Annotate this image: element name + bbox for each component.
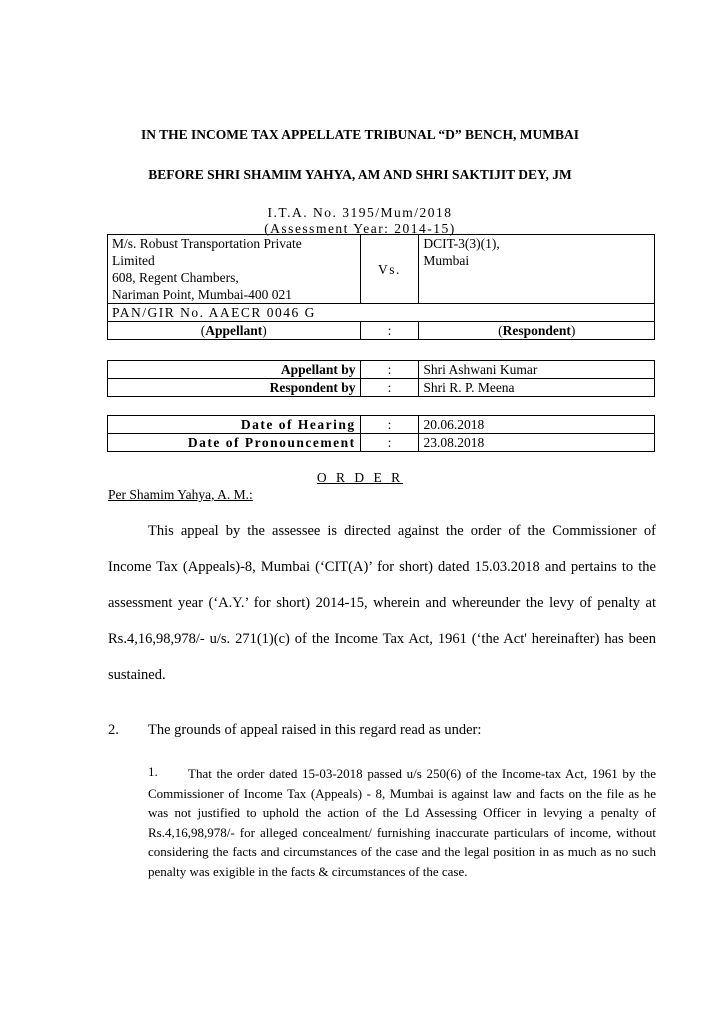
order-title: O R D E R xyxy=(316,470,404,485)
representation-row xyxy=(108,379,655,397)
date-sep: : xyxy=(360,416,419,434)
appellant-line: Limited xyxy=(112,253,155,268)
date-label: Date of Hearing xyxy=(108,416,361,434)
order-paragraph-1: This appeal by the assessee is directed against the order of the Commissioner of Income Tax (Appeals)-8, Mumbai (‘CIT(A)’ for short) dated 15.03.2018 and pertains to the assessment year (‘A.Y.’ for short) 2014-15, wherein and whereunder the levy of penalty at Rs.4,16,98,978/- u/s. 271(1)(c) of the Income Tax Act, 1961 (‘the Act' hereinafter) has been sustained. xyxy=(108,523,656,683)
date-row xyxy=(108,416,655,434)
dates-table xyxy=(107,415,655,452)
representation-value: Shri Ashwani Kumar xyxy=(419,361,655,379)
per-author: Per Shamim Yahya, A. M.: xyxy=(108,487,253,502)
representation-label: Respondent by xyxy=(108,379,361,397)
ita-number: I.T.A. No. 3195/Mum/2018 xyxy=(267,205,453,220)
ground-of-appeal-1: That the order dated 15-03-2018 passed u/s 250(6) of the Income-tax Act, 1961 by the Commissioner of Income Tax (Appeals) - 8, Mumbai is against law and facts on the file as he was not justified to uphold the action of the Ld Assessing Officer in levying a penalty of Rs.4,16,98,978/- for alleged concealment/ furnishing inaccurate particulars of income, without considering the facts and circumstances of the case and the legal position in as much as no such penalty was exigible in the facts & circumstances of the case. xyxy=(148,766,656,879)
ground-number: 1. xyxy=(148,764,158,779)
date-row xyxy=(108,434,655,452)
representation-row xyxy=(108,361,655,379)
appellant-line: M/s. Robust Transportation Private xyxy=(112,236,302,251)
pan-row xyxy=(108,304,655,322)
respondent-cell xyxy=(419,235,655,304)
representation-sep: : xyxy=(360,379,419,397)
role-separator: : xyxy=(360,322,419,340)
representation-label: Appellant by xyxy=(108,361,361,379)
paragraph-number: 2. xyxy=(108,722,119,738)
appellant-role: (Appellant) xyxy=(108,322,361,340)
paragraph-text: The grounds of appeal raised in this regard read as under: xyxy=(148,722,482,738)
respondent-line: Mumbai xyxy=(423,253,470,268)
parties-row xyxy=(108,235,655,304)
representation-sep: : xyxy=(360,361,419,379)
pan-number: PAN/GIR No. AAECR 0046 G xyxy=(108,304,655,322)
date-value: 23.08.2018 xyxy=(419,434,655,452)
date-sep: : xyxy=(360,434,419,452)
tribunal-heading: IN THE INCOME TAX APPELLATE TRIBUNAL “D” BENCH, MUMBAI xyxy=(141,127,579,142)
representation-table xyxy=(107,360,655,397)
respondent-role: (Respondent) xyxy=(419,322,655,340)
date-value: 20.06.2018 xyxy=(419,416,655,434)
date-label: Date of Pronouncement xyxy=(108,434,361,452)
appellant-role-label: Appellant xyxy=(205,323,263,338)
appellant-line: 608, Regent Chambers, xyxy=(112,270,239,285)
parties-table xyxy=(107,234,655,340)
respondent-line: DCIT-3(3)(1), xyxy=(423,236,500,251)
assessment-year: (Assessment Year: 2014-15) xyxy=(264,221,456,236)
bench-heading: BEFORE SHRI SHAMIM YAHYA, AM AND SHRI SAKTIJIT DEY, JM xyxy=(148,167,572,182)
appellant-line: Nariman Point, Mumbai-400 021 xyxy=(112,287,292,302)
appellant-cell xyxy=(108,235,361,304)
respondent-role-label: Respondent xyxy=(502,323,571,338)
versus-cell: Vs. xyxy=(360,235,419,304)
representation-value: Shri R. P. Meena xyxy=(419,379,655,397)
role-row xyxy=(108,322,655,340)
